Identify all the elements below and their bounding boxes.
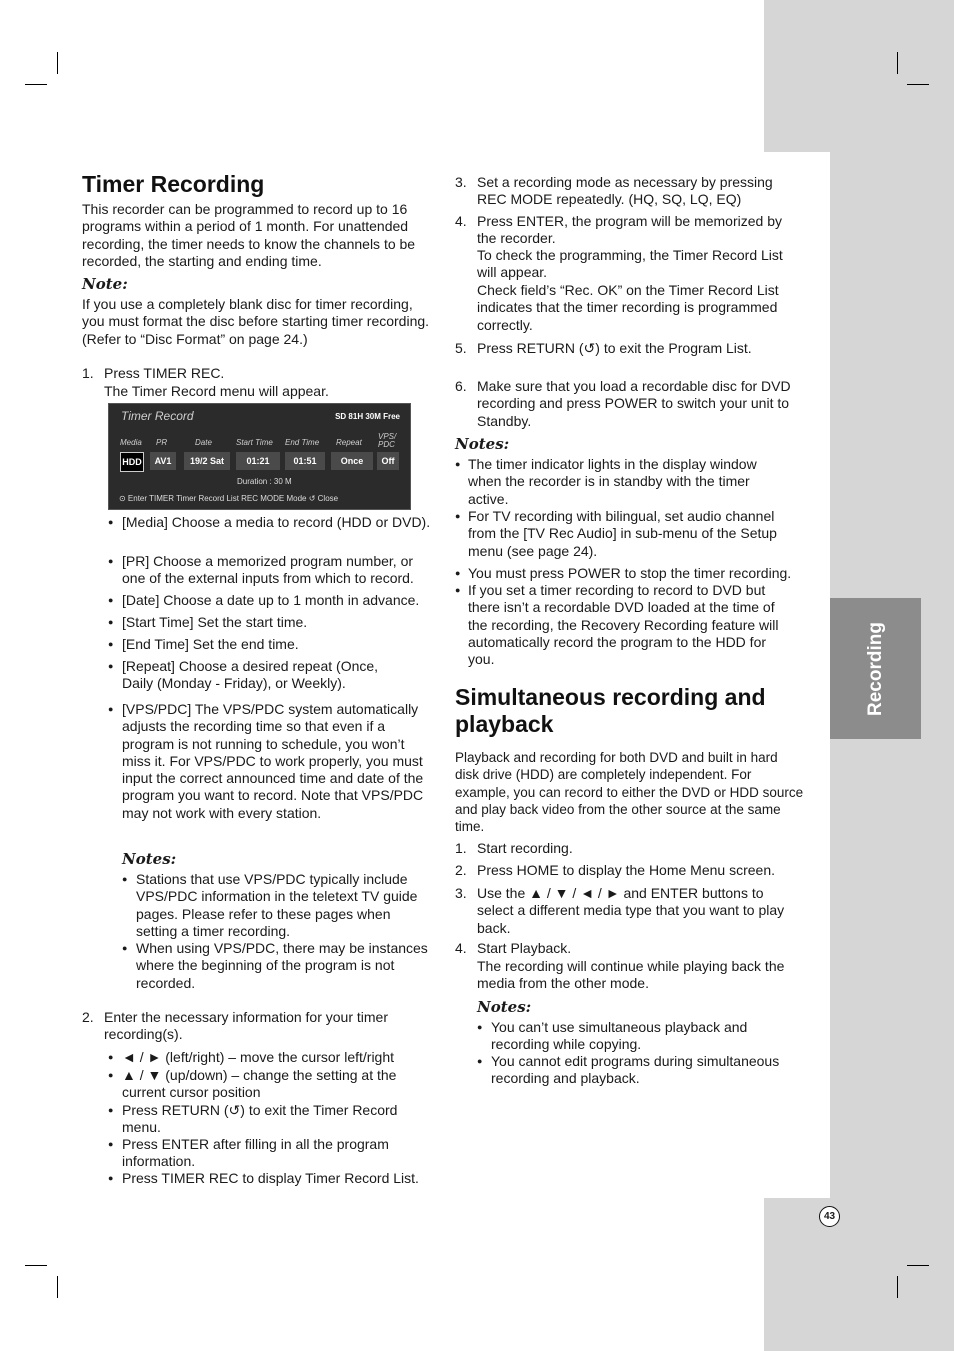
bullet-icon: ● xyxy=(108,704,114,714)
step-number: 3. xyxy=(455,174,467,190)
step-text: Press TIMER REC. xyxy=(104,365,225,381)
step-text: Press RETURN (↺) to exit the Program List. xyxy=(477,340,752,356)
step-number: 4. xyxy=(455,213,467,229)
bullet-icon: ● xyxy=(108,517,114,527)
notes-heading: Notes: xyxy=(122,850,177,868)
menu-header: Repeat xyxy=(336,438,362,447)
bullet-text: Stations that use VPS/PDC typically include VPS/PDC information in the teletext TV guide pages. Please refer to these pages when setting a timer recording. xyxy=(136,871,418,939)
menu-header: Media xyxy=(120,438,142,447)
menu-header: PR xyxy=(156,438,168,447)
date-field[interactable]: 19/2 Sat xyxy=(184,452,230,470)
page-number: 43 xyxy=(819,1206,840,1227)
crop-mark xyxy=(907,84,929,85)
bullet-text: ◄ / ► (left/right) – move the cursor left/right xyxy=(122,1049,395,1065)
crop-mark xyxy=(897,1276,898,1298)
menu-header: Start Time xyxy=(236,438,273,447)
note-heading: Note: xyxy=(82,275,128,293)
step-text: The recording will continue while playing back the media from the other mode. xyxy=(477,958,785,992)
bullet-icon: ● xyxy=(455,459,461,469)
crop-mark xyxy=(907,1265,929,1266)
bullet-text: Press ENTER after filling in all the program information. xyxy=(122,1136,389,1170)
bullet-text: When using VPS/PDC, there may be instances where the beginning of the program is not recorded. xyxy=(136,940,428,991)
bullet-text: [Start Time] Set the start time. xyxy=(122,614,308,630)
timer-recording-title: Timer Recording xyxy=(82,171,265,197)
section-tab-label: Recording xyxy=(864,621,886,716)
vps-pdc-field[interactable]: Off xyxy=(377,452,399,470)
title-line: Simultaneous recording and xyxy=(455,684,766,710)
bullet-text: You can’t use simultaneous playback and recording while copying. xyxy=(491,1019,748,1053)
crop-mark xyxy=(57,1276,58,1298)
bullet-text: [VPS/PDC] The VPS/PDC system automatically adjusts the recording time so that even if a program is not running to schedule, you won’t miss it. For VPS/PDC to work properly, you must input the correct announced time and date of the program you want to record. Note that VPS/PDC may not work with every station. xyxy=(122,701,424,821)
step-text: Start recording. xyxy=(477,840,573,856)
note-text: If you use a completely blank disc for timer recording, you must format the disc before starting timer recording. (Refer to “Disc Format” on page 24.) xyxy=(82,296,430,347)
notes-heading: Notes: xyxy=(455,435,510,453)
simultaneous-intro: Playback and recording for both DVD and built in hard disk drive (HDD) are completely independent. For example, you can record to either the DVD or HDD source and play back video from the other source at the same time. xyxy=(455,750,804,835)
repeat-field[interactable]: Once xyxy=(331,452,373,470)
media-field[interactable]: HDD xyxy=(120,452,144,472)
start-time-field[interactable]: 01:21 xyxy=(236,452,280,470)
step-text: Press ENTER, the program will be memorized by the recorder. xyxy=(477,213,782,247)
bullet-icon: ● xyxy=(108,1173,114,1183)
bullet-icon: ● xyxy=(477,1056,483,1066)
bullet-text: For TV recording with bilingual, set audio channel from the [TV Rec Audio] in sub-menu of the Setup menu (see page 24). xyxy=(468,508,777,559)
title-line: playback xyxy=(455,711,554,737)
crop-mark xyxy=(897,52,898,74)
timer-intro: This recorder can be programmed to record up to 16 programs within a period of 1 month. For unattended recording, the timer needs to know the channels to be recorded, the starting and ending time. xyxy=(82,201,416,269)
bullet-text: The timer indicator lights in the display window when the recorder is in standby with the timer active. xyxy=(468,456,757,507)
menu-header: Date xyxy=(195,438,212,447)
step-text: Make sure that you load a recordable disc for DVD recording and press POWER to switch your unit to Standby. xyxy=(477,378,791,429)
bullet-icon: ● xyxy=(108,639,114,649)
crop-mark xyxy=(25,84,47,85)
bullet-icon: ● xyxy=(455,568,461,578)
bullet-icon: ● xyxy=(477,1022,483,1032)
step-number: 6. xyxy=(455,378,467,394)
bullet-text: ▲ / ▼ (up/down) – change the setting at the current cursor position xyxy=(122,1067,397,1101)
simultaneous-title xyxy=(455,684,766,738)
bullet-icon: ● xyxy=(108,617,114,627)
bullet-text: [PR] Choose a memorized program number, or one of the external inputs from which to record. xyxy=(122,553,414,587)
bullet-icon: ● xyxy=(122,943,128,953)
timer-record-menu xyxy=(108,403,411,510)
step-text: The Timer Record menu will appear. xyxy=(104,383,329,399)
step-text: Start Playback. xyxy=(477,940,572,956)
bullet-text: Press RETURN (↺) to exit the Timer Record menu. xyxy=(122,1102,398,1136)
step-text: Enter the necessary information for your timer recording(s). xyxy=(104,1009,389,1043)
step-number: 2. xyxy=(455,862,467,878)
menu-footer: ⊙ Enter TIMER Timer Record List REC MODE Mode ↺ Close xyxy=(119,494,339,503)
step-text: Use the ▲ / ▼ / ◄ / ► and ENTER buttons to select a different media type that you want to play back. xyxy=(477,885,785,936)
bullet-text: [Repeat] Choose a desired repeat (Once, Daily (Monday - Friday), or Weekly). xyxy=(122,658,379,692)
bullet-text: [End Time] Set the end time. xyxy=(122,636,299,652)
duration: Duration : 30 M xyxy=(237,477,292,486)
crop-mark xyxy=(25,1265,47,1266)
step-text: Check field’s “Rec. OK” on the Timer Record List indicates that the timer recording is programmed correctly. xyxy=(477,282,779,333)
bullet-icon: ● xyxy=(108,661,114,671)
step-number: 3. xyxy=(455,885,467,901)
bullet-text: [Media] Choose a media to record (HDD or DVD). xyxy=(122,514,431,530)
bullet-icon: ● xyxy=(108,556,114,566)
step-text: Press HOME to display the Home Menu screen. xyxy=(477,862,776,878)
bullet-icon: ● xyxy=(108,1139,114,1149)
menu-title: Timer Record xyxy=(121,409,194,423)
step-text: To check the programming, the Timer Record List will appear. xyxy=(477,247,783,281)
bullet-text: Press TIMER REC to display Timer Record List. xyxy=(122,1170,419,1186)
notes-heading: Notes: xyxy=(477,998,532,1016)
free-space: SD 81H 30M Free xyxy=(335,412,400,421)
bullet-text: You cannot edit programs during simultaneous recording and playback. xyxy=(491,1053,780,1087)
bullet-icon: ● xyxy=(108,1070,114,1080)
step-text: Set a recording mode as necessary by pressing REC MODE repeatedly. (HQ, SQ, LQ, EQ) xyxy=(477,174,773,208)
bullet-text: You must press POWER to stop the timer recording. xyxy=(468,565,792,581)
bullet-icon: ● xyxy=(108,595,114,605)
bullet-text: If you set a timer recording to record to DVD but there isn’t a recordable DVD loaded at the time of the recording, the Recovery Recording feature will automatically record the program to the HDD for you. xyxy=(468,582,779,668)
bullet-text: [Date] Choose a date up to 1 month in advance. xyxy=(122,592,420,608)
step-number: 1. xyxy=(82,365,94,381)
pr-field[interactable]: AV1 xyxy=(150,452,176,470)
menu-header: VPS/ PDC xyxy=(378,432,397,449)
bullet-icon: ● xyxy=(455,511,461,521)
menu-header: End Time xyxy=(285,438,320,447)
step-number: 4. xyxy=(455,940,467,956)
crop-mark xyxy=(57,52,58,74)
step-number: 5. xyxy=(455,340,467,356)
step-number: 2. xyxy=(82,1009,94,1025)
section-tab xyxy=(830,598,921,739)
bullet-icon: ● xyxy=(455,585,461,595)
bullet-icon: ● xyxy=(122,874,128,884)
end-time-field[interactable]: 01:51 xyxy=(285,452,325,470)
bullet-icon: ● xyxy=(108,1105,114,1115)
step-number: 1. xyxy=(455,840,467,856)
bullet-icon: ● xyxy=(108,1052,114,1062)
